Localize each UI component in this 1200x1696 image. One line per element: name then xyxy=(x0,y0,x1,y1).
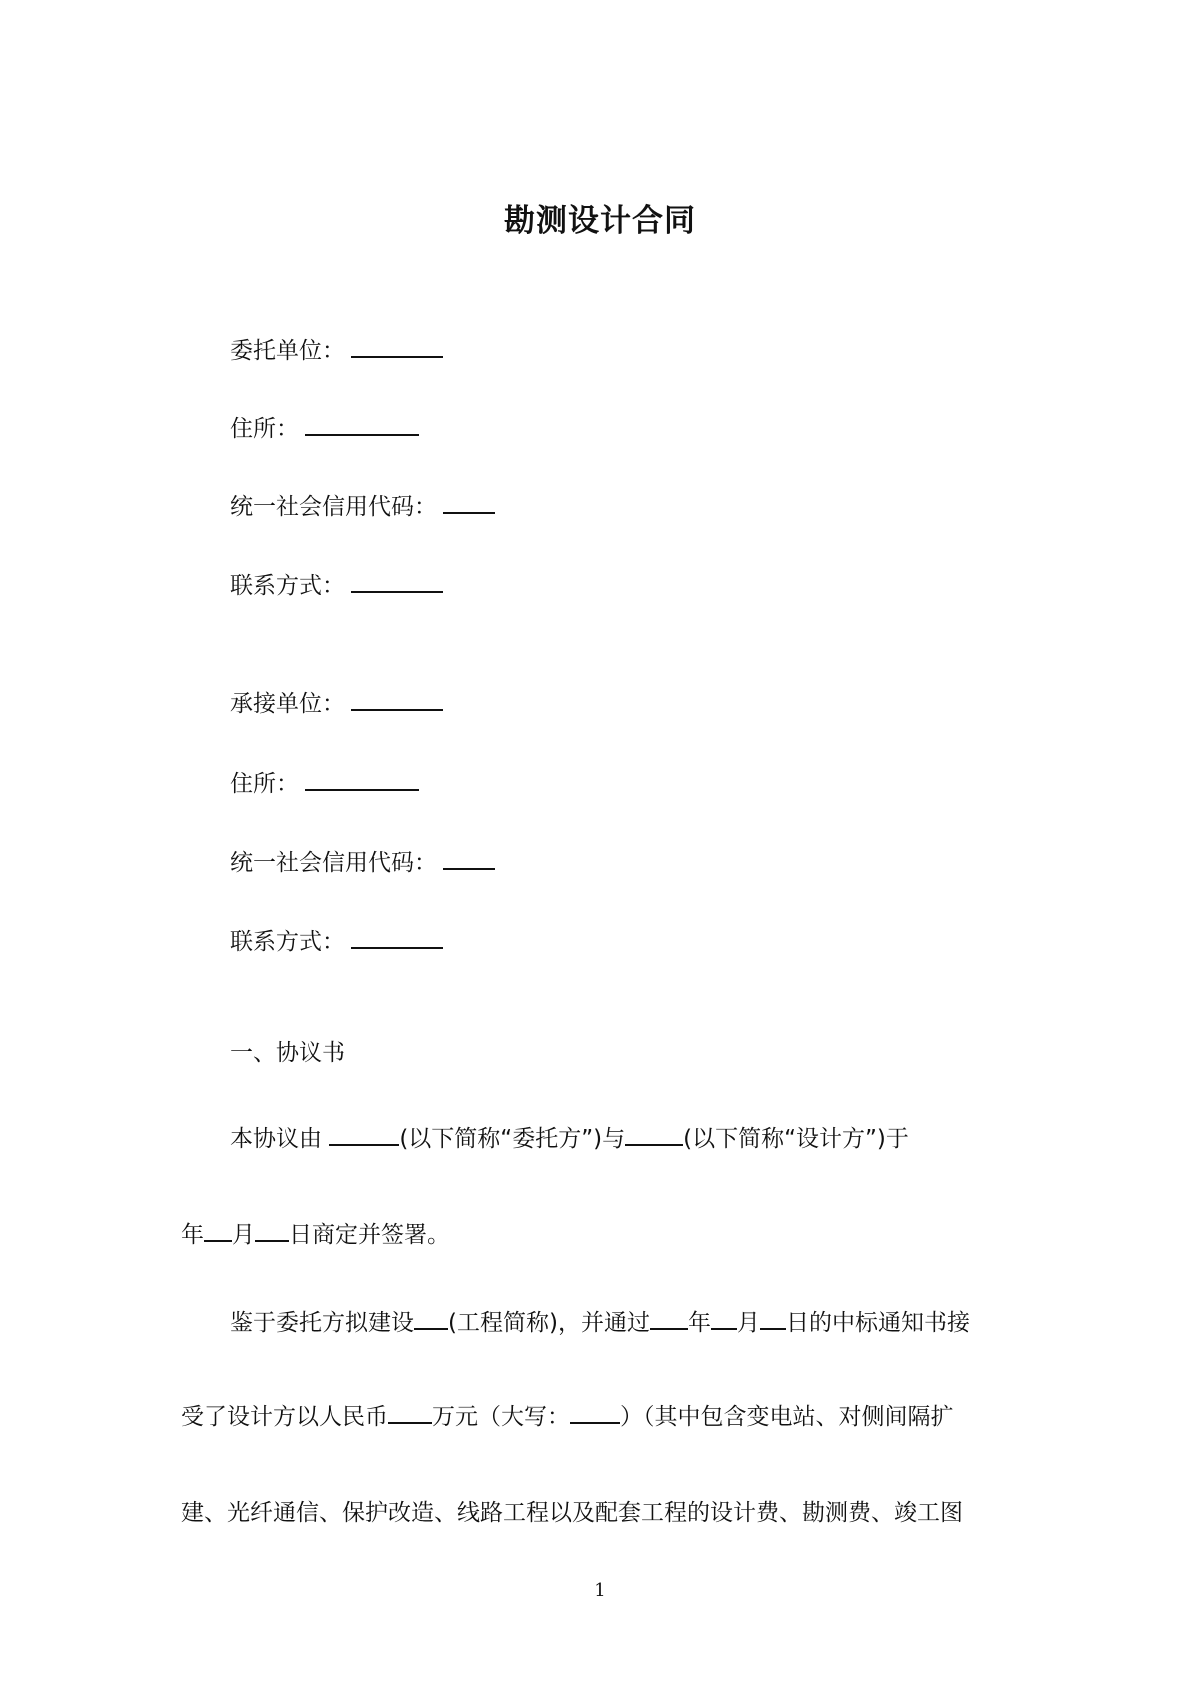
client-address-blank[interactable] xyxy=(305,433,419,436)
document-title: 勘测设计合同 xyxy=(504,203,696,239)
para1-line1 xyxy=(230,1122,909,1156)
client-contact-blank[interactable] xyxy=(351,590,443,593)
para1-line2 xyxy=(181,1218,450,1252)
para2-blank-day[interactable] xyxy=(760,1308,786,1330)
para2-blank-project[interactable] xyxy=(414,1308,448,1330)
para2-text-a: 鉴于委托方拟建设 xyxy=(230,1310,414,1336)
para2-line2 xyxy=(181,1400,954,1434)
para2-text-line2-a: 受了设计方以人民币 xyxy=(181,1404,388,1430)
para1-text-b: (以下简称“委托方”)与 xyxy=(399,1126,626,1152)
page-number: 1 xyxy=(594,1580,606,1601)
para2-blank-month[interactable] xyxy=(711,1308,737,1330)
para1-text-year: 年 xyxy=(181,1222,204,1248)
para2-blank-amount-words[interactable] xyxy=(570,1402,620,1424)
para2-text-month: 月 xyxy=(736,1310,760,1336)
client-address-field xyxy=(230,412,419,446)
para1-blank-month[interactable] xyxy=(204,1220,232,1242)
para1-text-month: 月 xyxy=(232,1222,255,1248)
contractor-credit-code-label: 统一社会信用代码： xyxy=(230,850,437,876)
para1-text-a: 本协议由 xyxy=(230,1126,322,1152)
para2-line3: 建、光纤通信、保护改造、线路工程以及配套工程的设计费、勘测费、竣工图 xyxy=(181,1500,963,1526)
section-heading: 一、协议书 xyxy=(230,1040,345,1066)
client-credit-code-blank[interactable] xyxy=(443,511,495,514)
client-contact-label: 联系方式： xyxy=(230,573,345,599)
para1-text-c: (以下简称“设计方”)于 xyxy=(683,1126,909,1152)
contractor-contact-blank[interactable] xyxy=(351,946,443,949)
contractor-unit-blank[interactable] xyxy=(351,708,443,711)
contractor-address-label: 住所： xyxy=(230,771,299,797)
contractor-address-field xyxy=(230,767,419,801)
para2-text-b: (工程简称)，并通过 xyxy=(448,1310,650,1336)
contractor-credit-code-blank[interactable] xyxy=(443,867,495,870)
para2-text-line2-b: 万元（大写： xyxy=(432,1404,570,1430)
client-credit-code-field xyxy=(230,490,495,524)
para2-line1 xyxy=(230,1306,970,1340)
contractor-address-blank[interactable] xyxy=(305,788,419,791)
client-contact-field xyxy=(230,569,443,603)
contractor-credit-code-field xyxy=(230,846,495,880)
para2-blank-amount[interactable] xyxy=(388,1402,432,1424)
client-address-label: 住所： xyxy=(230,416,299,442)
contractor-unit-label: 承接单位： xyxy=(230,691,345,717)
para2-text-year: 年 xyxy=(687,1310,711,1336)
client-unit-field xyxy=(230,334,443,368)
para2-blank-year[interactable] xyxy=(650,1308,688,1330)
para1-blank-day[interactable] xyxy=(255,1220,289,1242)
contractor-contact-label: 联系方式： xyxy=(230,929,345,955)
client-unit-label: 委托单位： xyxy=(230,338,345,364)
para1-blank-client[interactable] xyxy=(329,1124,399,1146)
contractor-contact-field xyxy=(230,925,443,959)
client-credit-code-label: 统一社会信用代码： xyxy=(230,494,437,520)
para2-text-line2-c: ）（其中包含变电站、对侧间隔扩 xyxy=(620,1404,954,1430)
contractor-unit-field xyxy=(230,687,443,721)
client-unit-blank[interactable] xyxy=(351,355,443,358)
para2-text-e: 日的中标通知书接 xyxy=(785,1310,970,1336)
para1-text-day: 日商定并签署。 xyxy=(289,1222,450,1248)
para1-blank-designer[interactable] xyxy=(625,1124,683,1146)
